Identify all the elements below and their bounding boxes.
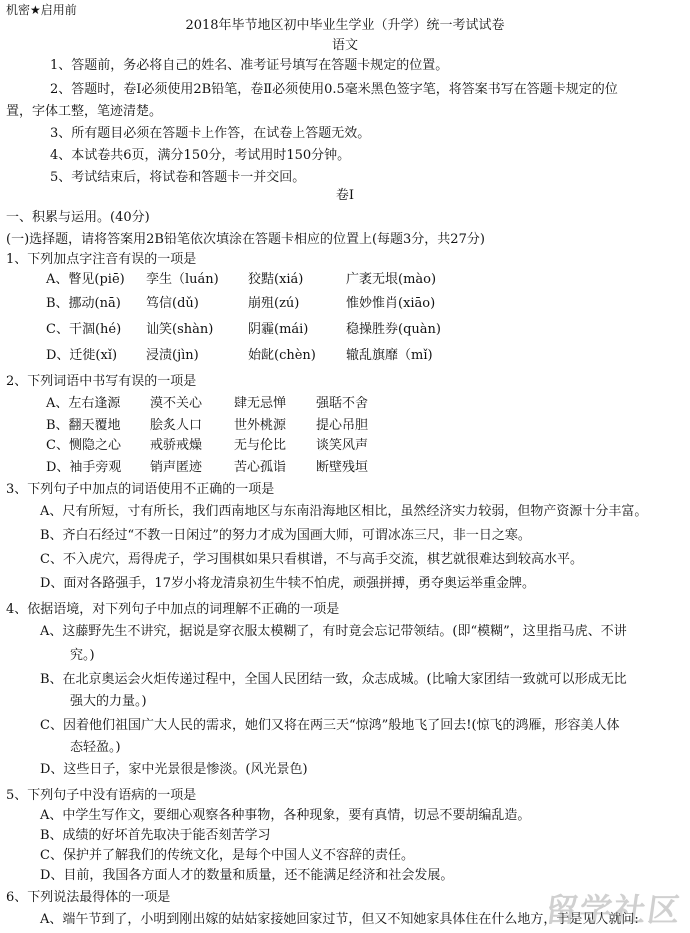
q2-c-4: 谈笑风声 [316, 438, 369, 453]
q2-a-2: 漠不关心 [150, 396, 203, 411]
q5-option-a: A、中学生写作文，要细心观察各种事物，各种现象，要有真情，切忌不要胡编乱造。 [40, 808, 531, 823]
q1-d-2: 浸渍(jìn) [146, 348, 199, 363]
q2-b-3: 世外桃源 [234, 418, 287, 433]
exam-title: 2018年毕节地区初中毕业生学业（升学）统一考试试卷 [185, 18, 505, 33]
q3-option-a: A、尺有所短，寸有所长，我们西南地区与东南沿海地区相比，虽然经济实力较弱，但物产资源十分丰富。 [40, 504, 648, 519]
q3-option-d: D、面对各路强手，17岁小将龙清泉初生牛犊不怕虎，顽强拼搏，勇夺奥运举重金牌。 [40, 576, 535, 591]
question-1-stem: 1、下列加点字注音有误的一项是 [6, 252, 197, 267]
q1-d-3: 始龀(chèn) [248, 348, 316, 363]
q5-option-d: D、目前，我国各方面人才的数量和质量，还不能满足经济和社会发展。 [40, 868, 454, 883]
q1-a-1: A、瞥见(piē) [46, 272, 125, 287]
q1-c-4: 稳操胜券(quàn) [346, 322, 441, 337]
q4-option-c: C、因着他们祖国广大人民的需求，她们又将在两三天“惊鸿”般地飞了回去!(惊飞的鸿雁，形容美人体 [40, 718, 620, 733]
q1-d-4: 辙乱旗靡（mǐ) [346, 348, 433, 363]
q2-c-2: 戒骄戒燥 [150, 438, 203, 453]
watermark-logo: 留学社区 [543, 891, 685, 929]
volume-title: 卷Ⅰ [335, 188, 355, 203]
q2-d-2: 销声匿迹 [150, 460, 203, 475]
q2-a-3: 肆无忌惮 [234, 396, 287, 411]
q2-a-1: A、左右逢源 [46, 396, 121, 411]
question-3-stem: 3、下列句子中加点的词语使用不正确的一项是 [6, 482, 275, 497]
section-heading: 一、积累与运用。(40分) [6, 210, 150, 225]
question-5-stem: 5、下列句子中没有语病的一项是 [6, 788, 197, 803]
q1-a-3: 狡黠(xiá) [248, 272, 304, 287]
part-heading: (一)选择题，请将答案用2B铅笔依次填涂在答题卡相应的位置上(每题3分，共27分) [6, 232, 485, 247]
q4-option-d: D、这些日子，家中光景很是惨淡。(风光景色) [40, 762, 308, 777]
q1-b-2: 笃信(dǔ) [146, 296, 199, 311]
question-4-stem: 4、依据语境，对下列句子中加点的词理解不正确的一项是 [6, 602, 340, 617]
instruction-5: 5、考试结束后，将试卷和答题卡一并交回。 [50, 170, 306, 185]
q2-b-2: 脍炙人口 [150, 418, 203, 433]
q1-b-4: 惟妙惟肖(xiāo) [346, 296, 436, 311]
q4-option-a: A、这藤野先生不讲究，据说是穿衣服太模糊了，有时竟会忘记带领结。(即“模糊”，这里指马虎、不讲 [40, 624, 627, 639]
q1-a-4: 广袤无垠(mào) [346, 272, 437, 287]
q6-option-a: A、端午节到了，小明到刚出嫁的姑姑家接她回家过节，但又不知她家具体住在什么地方，于是见人就问: [40, 912, 639, 927]
q4-option-b: B、在北京奥运会火炬传递过程中，全国人民团结一致，众志成城。(比喻大家团结一致就可以形成无比 [40, 672, 627, 687]
q5-option-b: B、成绩的好坏首先取决于能否刻苦学习 [40, 828, 271, 843]
q1-a-2: 孪生（luán) [146, 272, 219, 287]
q5-option-c: C、保护并了解我们的传统文化，是每个中国人义不容辞的责任。 [40, 848, 414, 863]
q2-d-4: 断壁残垣 [316, 460, 369, 475]
q2-b-4: 提心吊胆 [316, 418, 369, 433]
q2-b-1: B、翻天覆地 [46, 418, 121, 433]
q2-d-3: 苦心孤诣 [234, 460, 287, 475]
q2-c-1: C、恻隐之心 [46, 438, 121, 453]
q3-option-b: B、齐白石经过“不教一日闲过”的努力才成为国画大师，可谓冰冻三尺，非一日之寒。 [40, 528, 531, 543]
q1-c-2: 讪笑(shàn) [146, 322, 214, 337]
confidential-label: 机密★启用前 [6, 3, 77, 17]
q4-option-a-cont: 究。) [70, 648, 95, 663]
q1-c-1: C、干涸(hé) [46, 322, 122, 337]
question-6-stem: 6、下列说法最得体的一项是 [6, 890, 171, 905]
q2-d-1: D、袖手旁观 [46, 460, 122, 475]
instruction-2: 2、答题时，卷Ⅰ必须使用2B铅笔，卷Ⅱ必须使用0.5毫米黑色签字笔，将答案书写在答题卡规定的位 [50, 82, 618, 97]
instruction-4: 4、本试卷共6页，满分150分，考试用时150分钟。 [50, 148, 351, 163]
subject-title: 语文 [331, 38, 358, 53]
q1-d-1: D、迁徙(xǐ) [46, 348, 118, 363]
instruction-2-cont: 置，字体工整，笔迹清楚。 [6, 104, 163, 119]
instruction-3: 3、所有题目必须在答题卡上作答，在试卷上答题无效。 [50, 126, 371, 141]
q3-option-c: C、不入虎穴，焉得虎子，学习围棋如果只看棋谱，不与高手交流，棋艺就很难达到较高水平。 [40, 552, 583, 567]
q2-a-4: 强聒不舍 [316, 396, 369, 411]
q2-c-3: 无与伦比 [234, 438, 287, 453]
q1-c-3: 阴霾(mái) [248, 322, 309, 337]
q1-b-1: B、挪动(nā) [46, 296, 121, 311]
q4-option-c-cont: 态轻盈。) [70, 740, 121, 755]
q1-b-3: 崩殂(zú) [248, 296, 300, 311]
instruction-1: 1、答题前，务必将自己的姓名、准考证号填写在答题卡规定的位置。 [50, 58, 449, 73]
q4-option-b-cont: 强大的力量。) [70, 694, 147, 709]
question-2-stem: 2、下列词语中书写有误的一项是 [6, 374, 197, 389]
